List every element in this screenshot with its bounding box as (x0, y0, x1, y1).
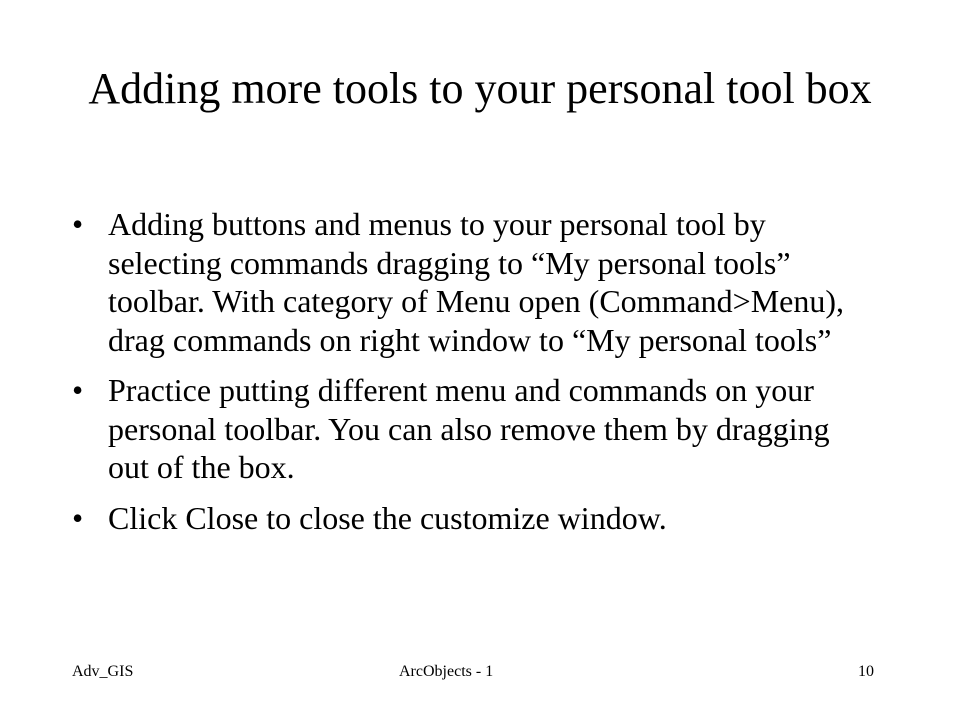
bullet-list (72, 205, 872, 549)
bullet-text: Click Close to close the customize window. (108, 499, 667, 536)
bullet-text: Practice putting different menu and commands on your personal toolbar. You can also remove them by dragging out of the box. (108, 372, 830, 485)
bullet-icon: • (72, 206, 84, 242)
footer-topic-label: ArcObjects - 1 (399, 663, 494, 680)
bullet-item (72, 371, 872, 487)
bullet-text: Adding buttons and menus to your personal tool by selecting commands dragging to “My personal tools” toolbar. With category of Menu open (Command>Menu), drag commands on right window to “My personal tools” (108, 206, 845, 358)
bullet-icon: • (72, 499, 84, 536)
page-number: 10 (858, 663, 874, 680)
footer-course-label: Adv_GIS (72, 663, 134, 680)
bullet-item (72, 499, 872, 538)
bullet-item (72, 205, 872, 359)
bullet-icon: • (72, 372, 84, 408)
slide-title: Adding more tools to your personal tool box (88, 64, 872, 113)
